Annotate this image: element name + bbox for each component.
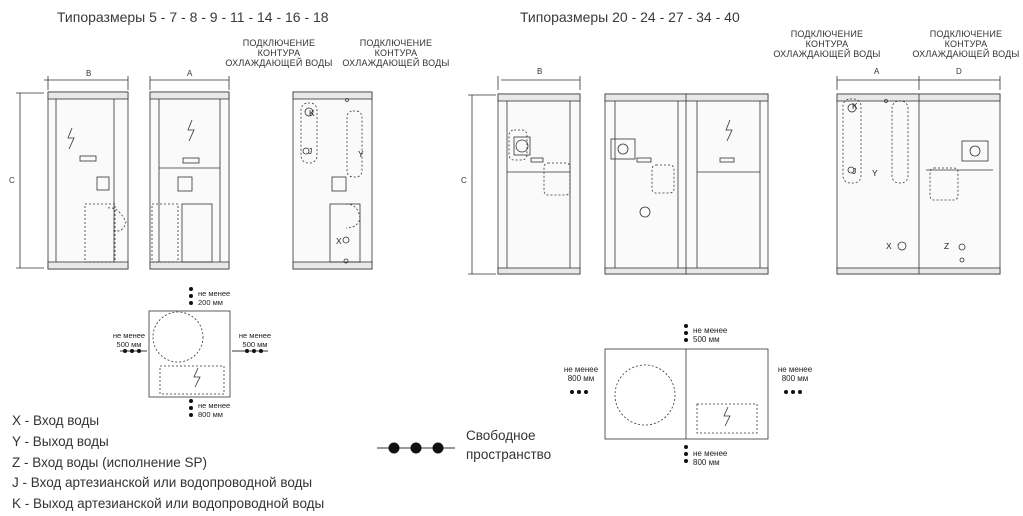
unit-large-side-b <box>468 76 580 274</box>
label-x-small: X <box>336 236 342 246</box>
connection-label-small-2: ПОДКЛЮЧЕНИЕ КОНТУРА ОХЛАЖДАЮЩЕЙ ВОДЫ <box>342 38 450 68</box>
label-k-large: K <box>852 101 858 111</box>
connection-label-large: ПОДКЛЮЧЕНИЕ КОНТУРА ОХЛАЖДАЮЩЕЙ ВОДЫ <box>773 29 881 59</box>
dim-d-large: D <box>956 67 962 76</box>
label-x-large: X <box>886 241 892 251</box>
legend-j: J - Вход артезианской или водопроводной воды <box>12 475 313 491</box>
legend-z: Z - Вход воды (исполнение SP) <box>12 454 208 470</box>
connection-label-large-2: ПОДКЛЮЧЕНИЕ КОНТУРА ОХЛАЖДАЮЩЕЙ ВОДЫ <box>912 29 1020 59</box>
label-y-small: Y <box>358 149 364 159</box>
label-j-small: J <box>308 146 313 156</box>
unit-large-front <box>605 94 768 274</box>
header-small-models: Типоразмеры 5 - 7 - 8 - 9 - 11 - 14 - 16 - 18 <box>57 9 329 25</box>
header-large-models: Типоразмеры 20 - 24 - 27 - 34 - 40 <box>520 9 740 25</box>
dim-c-small: C <box>9 176 15 185</box>
unit-small-front-a <box>150 76 229 269</box>
dim-c-large: C <box>461 176 467 185</box>
plan-view-small <box>120 311 268 397</box>
free-space-legend: Свободное пространство <box>466 428 552 462</box>
dim-a-large: A <box>874 67 880 76</box>
dim-b-large: B <box>537 67 543 76</box>
clearance-small-left: не менее 500 мм <box>112 331 146 349</box>
label-k-small: K <box>309 108 315 118</box>
legend-y: Y - Выход воды <box>12 433 109 449</box>
clearance-large-left: не менее 800 мм <box>563 365 599 383</box>
legend-k: K - Выход артезианской или водопроводной воды <box>12 496 325 512</box>
dim-a-small: A <box>187 69 193 78</box>
label-y-large: Y <box>872 168 878 178</box>
clearance-large-right: не менее 800 мм <box>777 365 813 383</box>
unit-small-connection-side <box>293 92 372 269</box>
legend <box>12 411 324 515</box>
label-j-large: J <box>852 166 857 176</box>
clearance-large-top: не менее 500 мм <box>693 326 728 344</box>
plan-view-large <box>605 349 768 439</box>
connection-label-small: ПОДКЛЮЧЕНИЕ КОНТУРА ОХЛАЖДАЮЩЕЙ ВОДЫ <box>225 38 333 68</box>
dim-b-small: B <box>86 69 92 78</box>
clearance-large-bottom: не менее 800 мм <box>693 449 728 467</box>
clearance-small-right: не менее 500 мм <box>238 331 272 349</box>
label-z-large: Z <box>944 241 950 251</box>
clearance-small-top: не менее 200 мм <box>198 289 231 307</box>
legend-x: X - Вход воды <box>12 413 100 428</box>
clearance-small-bottom: не менее 800 мм <box>198 401 231 419</box>
unit-large-connection-side <box>837 76 1000 274</box>
unit-small-side-b <box>16 76 128 269</box>
